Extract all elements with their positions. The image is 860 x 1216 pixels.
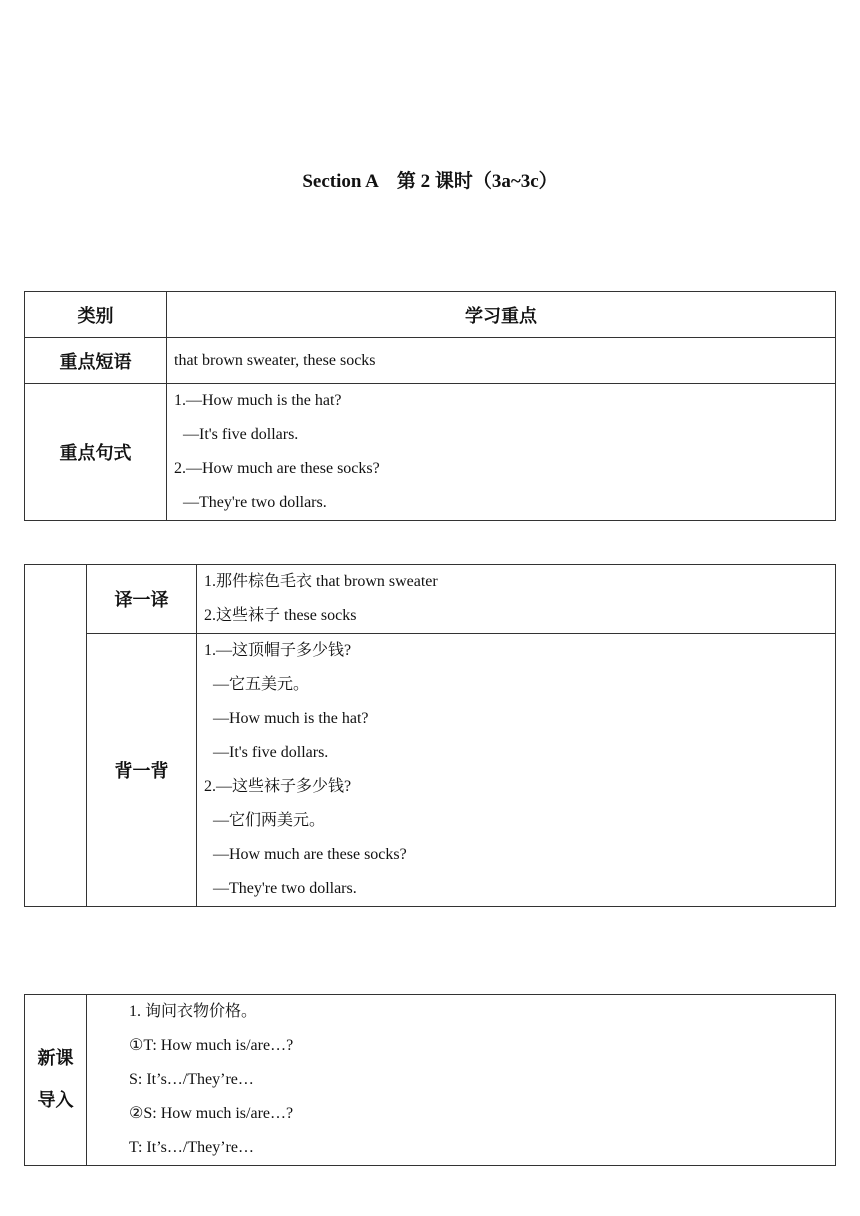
intro-table — [24, 994, 836, 1166]
key-sentences-label: 重点句式 — [25, 384, 167, 521]
new-lesson-label-line2: 导入 — [37, 1090, 74, 1111]
sentence-line: —It's five dollars. — [183, 426, 299, 443]
intro-line: ②S: How much is/are…? — [129, 1105, 294, 1122]
intro-line: S: It’s…/They’re… — [129, 1071, 254, 1088]
recite-line: —它们两美元。 — [213, 812, 326, 829]
key-sentences-content — [167, 384, 836, 521]
translate-line: 2.这些袜子 these socks — [204, 607, 357, 624]
new-lesson-label — [25, 995, 87, 1166]
sentence-line: 2.—How much are these socks? — [174, 460, 380, 477]
recite-line: —It's five dollars. — [213, 744, 329, 761]
recite-label: 背一背 — [87, 634, 197, 907]
header-focus: 学习重点 — [167, 292, 836, 338]
intro-line: 1. 询问衣物价格。 — [129, 1003, 258, 1020]
recite-line: 2.—这些袜子多少钱? — [204, 778, 352, 795]
key-phrases-content: that brown sweater, these socks — [167, 338, 836, 384]
recite-line: 1.—这顶帽子多少钱? — [204, 642, 352, 659]
practice-blank-cell — [25, 565, 87, 907]
recite-line: —它五美元。 — [213, 676, 310, 693]
new-lesson-content — [87, 995, 836, 1166]
intro-line: T: It’s…/They’re… — [129, 1139, 254, 1156]
new-lesson-label-line1: 新课 — [37, 1048, 74, 1069]
recite-line: —How much are these socks? — [213, 846, 407, 863]
practice-table — [24, 564, 836, 907]
translate-label: 译一译 — [87, 565, 197, 634]
translate-line: 1.那件棕色毛衣 that brown sweater — [204, 573, 438, 590]
translate-content — [197, 565, 836, 634]
intro-line: ①T: How much is/are…? — [129, 1037, 294, 1054]
key-phrases-label: 重点短语 — [25, 338, 167, 384]
focus-table — [24, 291, 836, 521]
recite-line: —How much is the hat? — [213, 710, 369, 727]
sentence-line: —They're two dollars. — [183, 494, 327, 511]
sentence-line: 1.—How much is the hat? — [174, 392, 342, 409]
recite-line: —They're two dollars. — [213, 880, 357, 897]
page-title: Section A 第 2 课时（3a~3c） — [302, 171, 558, 192]
header-category: 类别 — [25, 292, 167, 338]
recite-content — [197, 634, 836, 907]
